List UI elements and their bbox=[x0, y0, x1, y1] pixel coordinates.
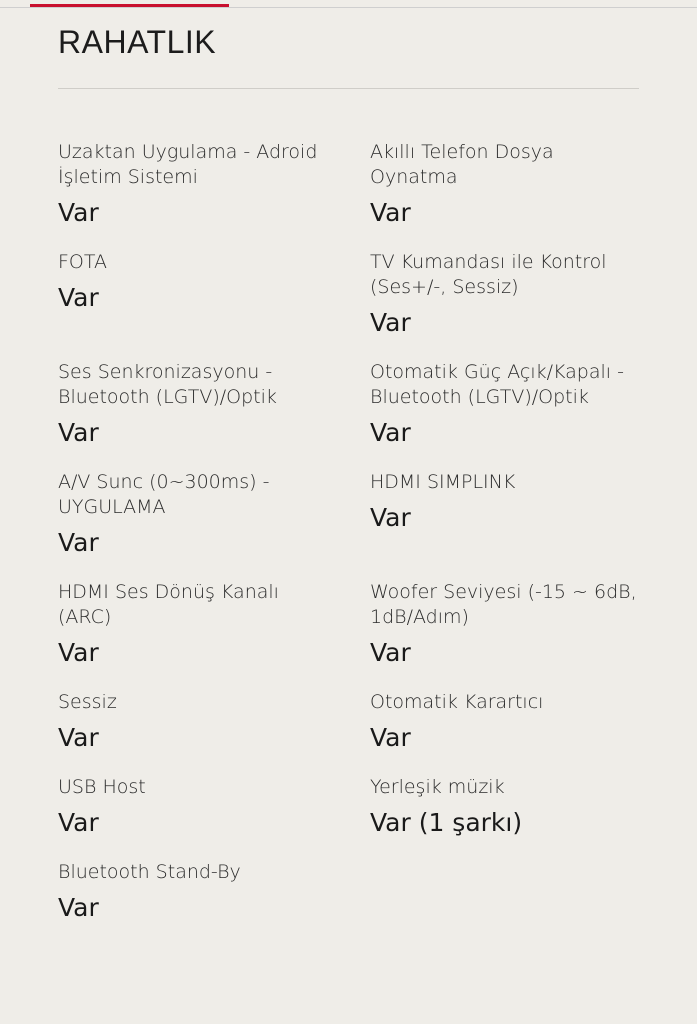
spec-value: Var bbox=[58, 283, 99, 312]
spec-item bbox=[370, 775, 658, 860]
spec-item bbox=[58, 360, 370, 470]
spec-value: Var bbox=[58, 638, 99, 667]
spec-label: Yerleşik müzik bbox=[370, 776, 505, 798]
spec-label: FOTA bbox=[58, 251, 108, 273]
spec-label: Otomatik Güç Açık/Kapalı - Bluetooth (LGTV)/Optik bbox=[370, 361, 624, 408]
spec-label: HDMI Ses Dönüş Kanalı (ARC) bbox=[58, 581, 279, 628]
spec-item bbox=[370, 580, 658, 690]
spec-item bbox=[370, 250, 658, 360]
spec-value: Var bbox=[370, 723, 411, 752]
spec-item bbox=[58, 470, 370, 580]
spec-label: Akıllı Telefon Dosya Oynatma bbox=[370, 141, 554, 188]
spec-label: Woofer Seviyesi (-15 ~ 6dB, 1dB/Adım) bbox=[370, 581, 637, 628]
spec-item bbox=[58, 860, 370, 945]
section-title: RAHATLIK bbox=[58, 24, 217, 60]
spec-value: Var bbox=[370, 418, 411, 447]
spec-label: Otomatik Karartıcı bbox=[370, 691, 544, 713]
spec-value: Var bbox=[58, 723, 99, 752]
spec-value: Var bbox=[58, 418, 99, 447]
spec-item bbox=[58, 580, 370, 690]
spec-label: HDMI SIMPLINK bbox=[370, 471, 516, 493]
spec-list bbox=[58, 140, 658, 945]
spec-value: Var bbox=[370, 638, 411, 667]
spec-value: Var bbox=[370, 503, 411, 532]
spec-label: Bluetooth Stand-By bbox=[58, 861, 241, 883]
spec-value: Var (1 şarkı) bbox=[370, 808, 523, 837]
spec-item bbox=[58, 690, 370, 775]
spec-item bbox=[58, 775, 370, 860]
spec-item bbox=[370, 140, 658, 250]
spec-label: Uzaktan Uygulama - Adroid İşletim Sistemi bbox=[58, 141, 318, 188]
spec-label: USB Host bbox=[58, 776, 146, 798]
spec-item bbox=[370, 470, 658, 580]
spec-label: A/V Sunc (0~300ms) - UYGULAMA bbox=[58, 471, 270, 518]
spec-value: Var bbox=[58, 198, 99, 227]
spec-item bbox=[58, 250, 370, 360]
spec-value: Var bbox=[58, 893, 99, 922]
section-divider bbox=[58, 88, 639, 89]
spec-label: TV Kumandası ile Kontrol (Ses+/-, Sessiz) bbox=[370, 251, 607, 298]
spec-item bbox=[370, 690, 658, 775]
spec-item bbox=[58, 140, 370, 250]
spec-value: Var bbox=[58, 528, 99, 557]
active-tab-indicator bbox=[30, 4, 229, 7]
spec-value: Var bbox=[370, 308, 411, 337]
spec-value: Var bbox=[370, 198, 411, 227]
spec-label: Ses Senkronizasyonu - Bluetooth (LGTV)/Optik bbox=[58, 361, 277, 408]
spec-value: Var bbox=[58, 808, 99, 837]
top-divider bbox=[0, 7, 697, 8]
spec-item bbox=[370, 360, 658, 470]
spec-label: Sessiz bbox=[58, 691, 117, 713]
